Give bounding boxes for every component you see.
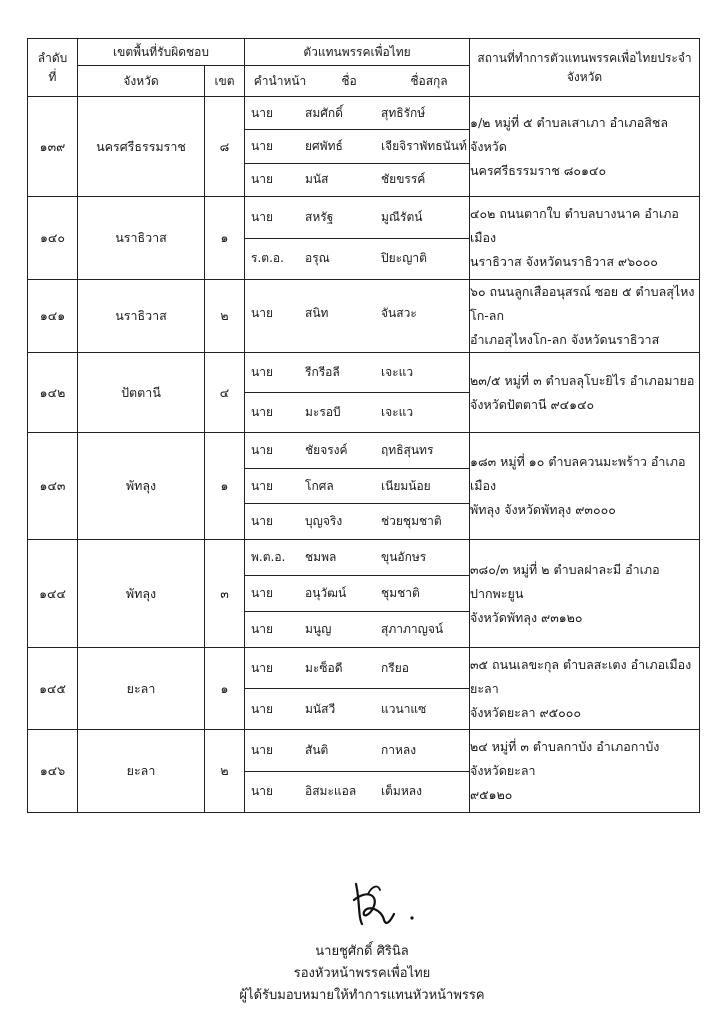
rep-title: นาย <box>251 172 273 187</box>
address-line-1: ๓๕ ถนนเลขะกุล ตำบลสะเตง อำเภอเมืองยะลา <box>470 656 692 696</box>
address-line-2: อำเภอสุไหงโก-ลก จังหวัดนราธิวาส <box>470 332 660 347</box>
rep-first-name: มะซ็อดี <box>305 660 343 675</box>
address-line-1: ๒๔ หมู่ที่ ๓ ตำบลกาบัง อำเภอกาบัง จังหวัดยะลา <box>470 739 660 778</box>
rep-first-name: อรุณ <box>305 251 330 266</box>
header-name-parts <box>245 66 470 97</box>
representative-entry <box>245 238 469 280</box>
rep-last-name: มูณีรัตน์ <box>381 209 423 224</box>
rep-first-name: อิสมะแอล <box>305 784 357 799</box>
representative-entry <box>245 392 469 432</box>
rep-last-name: เจะแว <box>381 365 414 379</box>
rep-title: นาย <box>251 701 273 716</box>
header-last-name: ชื่อสกุล <box>410 73 448 88</box>
rep-first-name: โกศล <box>305 478 334 493</box>
address-line-1: ๖๐ ถนนลูกเสืออนุสรณ์ ซอย ๕ ตำบลสุไหงโก-ลก <box>470 284 695 323</box>
row-number: ๑๔๐ <box>28 197 78 280</box>
signer-name: นายชูศักดิ์ ศิรินิล <box>315 944 409 959</box>
row-province: ปัตตานี <box>78 353 205 433</box>
address-line-2: นราธิวาส จังหวัดนราธิวาส ๙๖๐๐๐ <box>470 254 658 269</box>
rep-last-name: กาหลง <box>381 742 417 757</box>
rep-first-name: อนุวัฒน์ <box>305 586 347 600</box>
rep-last-name: เนียมน้อย <box>381 478 431 493</box>
rep-title: นาย <box>251 742 273 757</box>
rep-last-name: เต็มหลง <box>381 784 422 799</box>
row-representatives <box>245 540 470 648</box>
row-province: นราธิวาส <box>78 197 205 280</box>
rep-title: นาย <box>251 478 273 493</box>
row-representatives <box>245 648 470 730</box>
rep-first-name: รีกรีอลี <box>305 365 340 379</box>
header-first-name: ชื่อ <box>341 73 357 88</box>
representative-entry <box>245 611 469 647</box>
representative-entry <box>245 575 469 611</box>
row-representatives <box>245 197 470 280</box>
header-no: ลำดับ ที่ <box>28 39 78 97</box>
representative-entry <box>245 503 469 539</box>
row-province: พัทลุง <box>78 433 205 540</box>
table-row <box>28 197 700 280</box>
signature-block <box>0 860 724 1024</box>
rep-title: นาย <box>251 586 273 600</box>
row-representatives <box>245 97 470 197</box>
rep-last-name: ชุมชาติ <box>381 586 420 600</box>
rep-last-name: เจะแว <box>381 405 414 419</box>
rep-first-name: สันติ <box>305 742 329 757</box>
table-row <box>28 433 700 540</box>
rep-last-name: แวนาแซ <box>381 701 427 716</box>
rep-title: นาย <box>251 784 273 799</box>
table-row <box>28 730 700 813</box>
row-number: ๑๔๓ <box>28 433 78 540</box>
row-representatives <box>245 433 470 540</box>
rep-title: ร.ต.อ. <box>251 251 284 266</box>
address-line-2: จังหวัดพัทลุง ๙๓๑๒๐ <box>470 609 583 625</box>
row-number: ๑๔๑ <box>28 280 78 353</box>
rep-last-name: ชัยขรรค์ <box>381 172 426 187</box>
rep-title: นาย <box>251 622 273 636</box>
representative-entry <box>245 648 469 688</box>
rep-last-name: ช่วยชุมชาติ <box>381 514 442 529</box>
representative-entry <box>245 688 469 729</box>
rep-last-name: สุทธิรักษ์ <box>381 105 426 120</box>
signer-note: ผู้ได้รับมอบหมายให้ทำการแทนหัวหน้าพรรค <box>239 988 485 1003</box>
address-line-1: ๒๓/๕ หมู่ที่ ๓ ตำบลลุโบะยิไร อำเภอมายอ <box>470 372 695 388</box>
address-line-1: ๑/๒ หมู่ที่ ๕ ตำบลเสาเภา อำเภอสิชล จังหวัด <box>470 114 668 154</box>
rep-first-name: มนัส <box>305 172 329 187</box>
row-representatives <box>245 353 470 433</box>
address-line-1: ๓๘๐/๓ หมู่ที่ ๒ ตำบลฝาละมี อำเภอปากพะยูน <box>470 561 660 601</box>
rep-last-name: สุภาภาญจน์ <box>381 622 444 636</box>
address-line-1: ๔๐๒ ถนนตากใบ ตำบลบางนาค อำเภอเมือง <box>470 206 679 245</box>
representative-entry <box>245 97 469 129</box>
address-line-1: ๑๘๓ หมู่ที่ ๑๐ ตำบลควนมะพร้าว อำเภอเมือง <box>470 454 686 493</box>
row-zone: ๒ <box>205 730 245 813</box>
header-rep: ตัวแทนพรรคเพื่อไทย <box>245 39 470 66</box>
rep-first-name: สมศักดิ์ <box>305 105 343 120</box>
representative-entry <box>245 540 469 575</box>
rep-title: นาย <box>251 209 273 224</box>
row-address <box>470 648 700 730</box>
rep-last-name: ฤทธิสุนทร <box>381 442 434 457</box>
row-address <box>470 540 700 648</box>
rep-last-name: ขุนอักษร <box>381 550 427 564</box>
table-row <box>28 280 700 353</box>
row-number: ๑๔๕ <box>28 648 78 730</box>
row-province: นราธิวาส <box>78 280 205 353</box>
row-zone: ๑ <box>205 197 245 280</box>
row-address <box>470 97 700 197</box>
rep-first-name: สนิท <box>305 305 329 320</box>
address-line-2: ๙๕๑๒๐ <box>470 787 513 802</box>
row-zone: ๔ <box>205 353 245 433</box>
rep-title: นาย <box>251 138 273 153</box>
representative-entry <box>245 353 469 392</box>
rep-title: นาย <box>251 514 273 529</box>
row-address <box>470 730 700 813</box>
row-address <box>470 353 700 433</box>
representative-entry <box>245 280 469 346</box>
rep-title: นาย <box>251 442 273 457</box>
rep-first-name: ชมพล <box>305 550 337 564</box>
rep-first-name: ยศพัทธ์ <box>305 138 343 153</box>
rep-first-name: มะรอบี <box>305 405 341 419</box>
address-line-2: จังหวัดปัตตานี ๙๔๑๔๐ <box>470 396 595 412</box>
row-zone: ๑ <box>205 433 245 540</box>
row-zone: ๘ <box>205 97 245 197</box>
representative-entry <box>245 129 469 162</box>
handwritten-signature <box>338 872 428 932</box>
rep-title: นาย <box>251 105 273 120</box>
row-zone: ๒ <box>205 280 245 353</box>
rep-first-name: ชัยจรงค์ <box>305 442 348 457</box>
rep-first-name: มนัสวี <box>305 701 336 716</box>
table-row <box>28 353 700 433</box>
table-row <box>28 648 700 730</box>
row-number: ๑๓๙ <box>28 97 78 197</box>
rep-last-name: ปิยะญาติ <box>381 251 427 266</box>
row-number: ๑๔๒ <box>28 353 78 433</box>
table-row <box>28 97 700 197</box>
representatives-table <box>27 38 700 813</box>
rep-title: พ.ต.อ. <box>251 550 286 564</box>
address-line-2: จังหวัดยะลา ๙๕๐๐๐ <box>470 704 582 720</box>
row-province: ยะลา <box>78 648 205 730</box>
row-zone: ๓ <box>205 540 245 648</box>
rep-title: นาย <box>251 405 273 419</box>
header-title: คำนำหน้า <box>253 73 307 88</box>
header-area: เขตพื้นที่รับผิดชอบ <box>78 39 245 66</box>
rep-first-name: สหรัฐ <box>305 209 334 224</box>
rep-last-name: จันสวะ <box>381 305 417 320</box>
representative-entry <box>245 771 469 813</box>
row-province: ยะลา <box>78 730 205 813</box>
rep-title: นาย <box>251 365 273 379</box>
row-number: ๑๔๔ <box>28 540 78 648</box>
row-province: นครศรีธรรมราช <box>78 97 205 197</box>
representative-entry <box>245 468 469 504</box>
row-address <box>470 433 700 540</box>
row-representatives <box>245 730 470 813</box>
row-representatives <box>245 280 470 353</box>
row-address <box>470 280 700 353</box>
row-address <box>470 197 700 280</box>
representative-entry <box>245 433 469 468</box>
address-line-2: พัทลุง จังหวัดพัทลุง ๙๓๐๐๐ <box>470 502 616 517</box>
header-province: จังหวัด <box>78 66 205 97</box>
representative-entry <box>245 163 469 196</box>
address-line-2: นครศรีธรรมราช ๘๐๑๔๐ <box>470 162 607 178</box>
header-zone: เขต <box>205 66 245 97</box>
representative-entry <box>245 730 469 771</box>
row-zone: ๑ <box>205 648 245 730</box>
rep-first-name: มนูญ <box>305 622 332 636</box>
row-province: พัทลุง <box>78 540 205 648</box>
rep-title: นาย <box>251 305 273 320</box>
row-number: ๑๔๖ <box>28 730 78 813</box>
rep-last-name: เจียจิราพัทธนันท์ <box>381 138 467 153</box>
table-row <box>28 540 700 648</box>
rep-last-name: กรียอ <box>381 660 409 675</box>
rep-title: นาย <box>251 660 273 675</box>
rep-first-name: บุญจริง <box>305 514 343 529</box>
representative-entry <box>245 197 469 238</box>
signer-position: รองหัวหน้าพรรคเพื่อไทย <box>293 966 431 981</box>
header-address: สถานที่ทำการตัวแทนพรรคเพื่อไทยประจำจังหวัด <box>470 39 700 97</box>
